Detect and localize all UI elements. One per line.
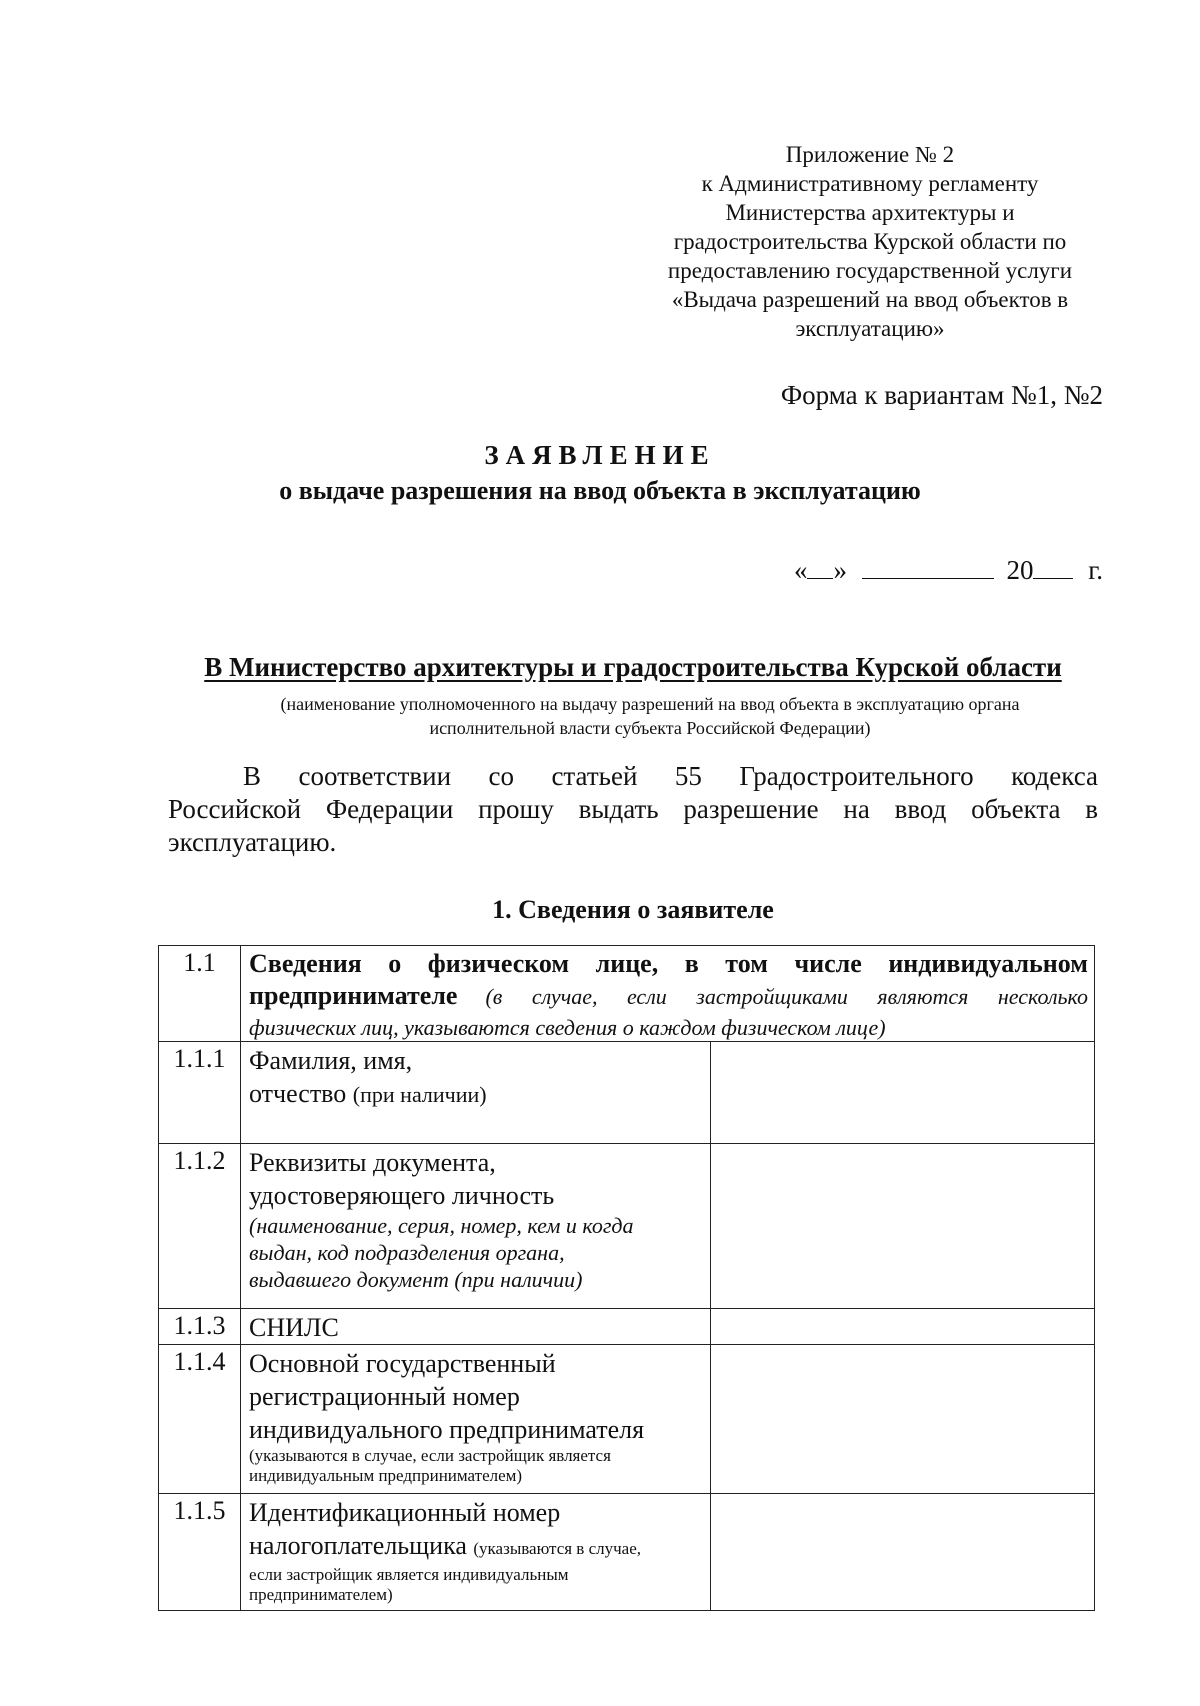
- row-label-line: удостоверяющего личность: [249, 1181, 555, 1210]
- appendix-line: к Административному регламенту: [701, 171, 1039, 196]
- section-title: 1. Сведения о заявителе: [492, 895, 774, 924]
- request-paragraph: [168, 760, 1098, 859]
- appendix-line: Приложение № 2: [785, 142, 955, 167]
- header-italic-line: физических лиц, указываются сведения о каждом физическом лице): [249, 1015, 886, 1040]
- row-label-note: (указываются в случае,: [473, 1539, 642, 1558]
- request-line: Российской Федерации прошу выдать разрешение на ввод объекта в: [168, 794, 1098, 824]
- appendix-line: «Выдача разрешений на ввод объектов в: [671, 287, 1069, 312]
- row-label-line: индивидуального предпринимателя: [249, 1415, 645, 1444]
- date-open-quote: «: [793, 555, 808, 585]
- ministry-name: В Министерство архитектуры и градостроительства Курской области: [204, 652, 1062, 682]
- row-label-note: (указываются в случае, если застройщик является: [249, 1446, 611, 1465]
- row-value-input[interactable]: [711, 1494, 1095, 1611]
- row-label-line: регистрационный номер: [249, 1382, 520, 1411]
- row-number: 1.1.1: [159, 1042, 241, 1144]
- row-label-line: Реквизиты документа,: [249, 1148, 496, 1177]
- row-number: 1.1.3: [159, 1309, 241, 1345]
- row-label-text: отчество: [249, 1079, 347, 1108]
- header-cell: [241, 946, 1095, 1042]
- row-label-note: выдан, код подразделения органа,: [249, 1240, 565, 1265]
- table-row: [159, 1144, 1095, 1309]
- row-number: 1.1.5: [159, 1494, 241, 1611]
- row-label-text: налогоплательщика: [249, 1531, 467, 1560]
- row-label: [241, 1144, 711, 1309]
- row-label-note: выдавшего документ (при наличии): [249, 1267, 583, 1292]
- row-label: [241, 1494, 711, 1611]
- date-field[interactable]: [794, 555, 1103, 586]
- ministry-hint-line: исполнительной власти субъекта Российской Федерации): [429, 718, 871, 738]
- month-blank[interactable]: [862, 556, 994, 579]
- form-variant-label: Форма к вариантам №1, №2: [780, 380, 1103, 410]
- header-italic-text: (в случае, если застройщиками являются несколько: [485, 984, 1089, 1009]
- table-row: [159, 1345, 1095, 1494]
- table-row: [159, 1494, 1095, 1611]
- appendix-line: предоставлению государственной услуги: [667, 258, 1073, 283]
- request-line: эксплуатацию.: [168, 827, 337, 857]
- document-subtitle: о выдаче разрешения на ввод объекта в эксплуатацию: [279, 476, 921, 505]
- row-number: 1.1: [159, 946, 241, 1042]
- row-label-line: Основной государственный: [249, 1349, 556, 1378]
- table-header-row: [159, 946, 1095, 1042]
- row-label-note: предпринимателем): [249, 1585, 393, 1604]
- header-mixed-line: [249, 980, 1088, 1015]
- appendix-line: градостроительства Курской области по: [673, 229, 1067, 254]
- row-number: 1.1.2: [159, 1144, 241, 1309]
- row-label-line: [249, 1529, 704, 1565]
- row-value-input[interactable]: [711, 1345, 1095, 1494]
- row-value-input[interactable]: [711, 1309, 1095, 1345]
- year-suffix: г.: [1088, 555, 1103, 585]
- row-label-note: если застройщик является индивидуальным: [249, 1565, 569, 1584]
- ministry-hint-line: (наименование уполномоченного на выдачу разрешений на ввод объекта в эксплуатацию органа: [280, 694, 1020, 714]
- row-label-line: Фамилия, имя,: [249, 1046, 413, 1075]
- row-value-input[interactable]: [711, 1144, 1095, 1309]
- appendix-header: [630, 140, 1110, 343]
- row-label: [241, 1345, 711, 1494]
- date-close-quote: »: [833, 555, 847, 585]
- table-row: [159, 1309, 1095, 1345]
- row-label-line: СНИЛС: [249, 1313, 339, 1342]
- header-bold-word: предпринимателе: [249, 981, 458, 1010]
- row-label-line: Идентификационный номер: [249, 1498, 561, 1527]
- header-bold-line: Сведения о физическом лице, в том числе индивидуальном: [249, 949, 1089, 978]
- row-label-note: (наименование, серия, номер, кем и когда: [249, 1213, 634, 1238]
- request-line: В соответствии со статьей 55 Градостроительного кодекса: [243, 761, 1098, 791]
- year-blank[interactable]: [1033, 556, 1073, 579]
- row-value-input[interactable]: [711, 1042, 1095, 1144]
- table-row: [159, 1042, 1095, 1144]
- ministry-hint: [170, 692, 1130, 740]
- row-label-line: [249, 1077, 704, 1111]
- day-blank[interactable]: [807, 556, 833, 579]
- applicant-table: [158, 945, 1095, 1611]
- row-label: [241, 1309, 711, 1345]
- year-prefix: 20: [1006, 555, 1034, 585]
- row-number: 1.1.4: [159, 1345, 241, 1494]
- appendix-line: Министерства архитектуры и: [725, 200, 1015, 225]
- appendix-line: эксплуатацию»: [795, 316, 945, 341]
- row-label: [241, 1042, 711, 1144]
- row-label-note: индивидуальным предпринимателем): [249, 1466, 523, 1485]
- row-label-note: (при наличии): [352, 1082, 487, 1107]
- document-title: ЗАЯВЛЕНИЕ: [484, 440, 716, 470]
